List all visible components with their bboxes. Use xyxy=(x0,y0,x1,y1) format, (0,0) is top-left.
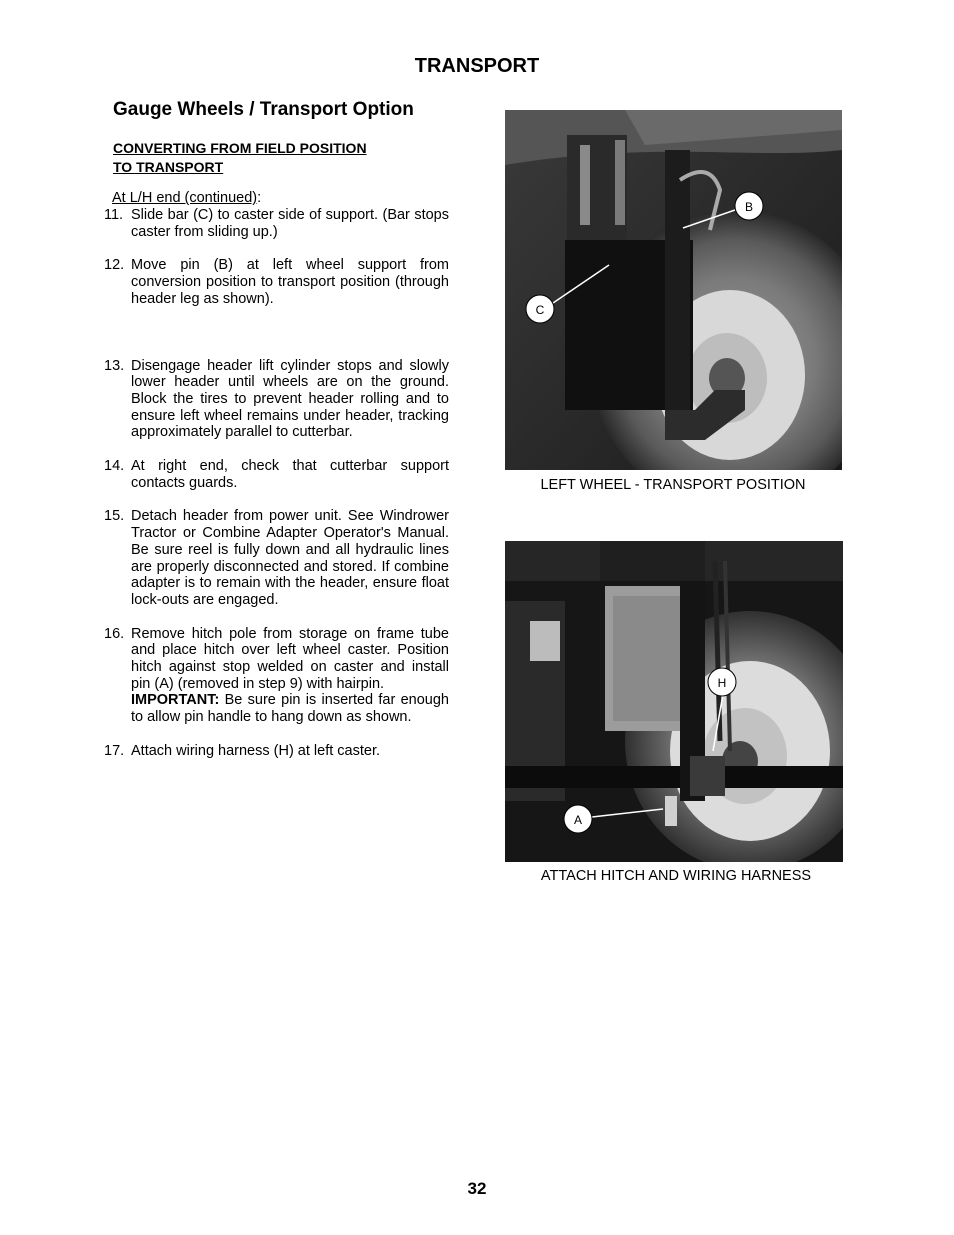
important-label: IMPORTANT: xyxy=(131,692,220,709)
step-number: 11. xyxy=(104,207,124,223)
step-number: 17. xyxy=(104,742,125,759)
step-text: Disengage header lift cylinder stops and slowly lower header until wheels are on the ground. Block the tires to prevent header rolling and to ensure left wheel remains under header, tracking approximately parallel to cutterbar. xyxy=(131,357,449,441)
step-text: At right end, check that cutterbar support contacts guards. xyxy=(131,458,449,491)
callout-c: C xyxy=(535,303,545,317)
step-text xyxy=(131,626,449,726)
step-text: Slide bar (C) to caster side of support. (Bar stops caster from sliding up.) xyxy=(131,207,449,240)
steps-list xyxy=(104,207,449,760)
step-text: Attach wiring harness (H) at left caster. xyxy=(131,742,381,759)
hitch-harness-illustration xyxy=(505,541,843,862)
callout-a: A xyxy=(573,813,583,827)
sub-heading-line2: TO TRANSPORT xyxy=(113,159,224,175)
hitch-harness-photo xyxy=(505,541,843,862)
step-16 xyxy=(104,626,449,726)
figure-caption-1: LEFT WHEEL - TRANSPORT POSITION xyxy=(540,477,806,493)
step-number: 15. xyxy=(104,508,125,525)
important-text: Be sure pin is inserted far enough to allow pin handle to hang down as shown. xyxy=(131,692,449,726)
left-wheel-photo xyxy=(505,110,842,470)
left-wheel-illustration xyxy=(505,110,842,470)
figure-caption-2: ATTACH HITCH AND WIRING HARNESS xyxy=(540,868,812,884)
step-number: 13. xyxy=(104,357,125,374)
step-15 xyxy=(104,508,449,608)
section-title: Gauge Wheels / Transport Option xyxy=(113,99,414,120)
step-number: 14. xyxy=(104,458,125,475)
callout-h: H xyxy=(717,676,727,690)
step-12 xyxy=(104,257,449,307)
step-17 xyxy=(104,743,449,760)
page-heading: TRANSPORT xyxy=(414,55,540,77)
sub-heading xyxy=(113,139,367,177)
intro-underlined: At L/H end (continued) xyxy=(112,190,258,206)
page-number: 32 xyxy=(467,1179,487,1198)
step-number: 16. xyxy=(104,625,125,642)
step-number: 12. xyxy=(104,257,125,274)
intro-line xyxy=(112,190,261,206)
step-text: Detach header from power unit. See Windrower Tractor or Combine Adapter Operator's Manual. Be sure reel is fully down and all hydraulic lines are properly disconnected and stored. If combine adapter is to remain with the header, ensure float lock-outs are engaged. xyxy=(131,508,449,608)
step-11 xyxy=(104,207,449,240)
intro-suffix: : xyxy=(257,190,262,206)
callout-b: B xyxy=(744,200,754,214)
step-text: Move pin (B) at left wheel support from conversion position to transport position (through header leg as shown). xyxy=(131,257,449,307)
step-14 xyxy=(104,458,449,491)
step-13 xyxy=(104,358,449,442)
step-16-body: Remove hitch pole from storage on frame tube and place hitch over left wheel caster. Position hitch against stop welded on caster and install pin (A) (removed in step 9) with hairpin. xyxy=(131,625,449,692)
sub-heading-line1: CONVERTING FROM FIELD POSITION xyxy=(113,140,367,156)
